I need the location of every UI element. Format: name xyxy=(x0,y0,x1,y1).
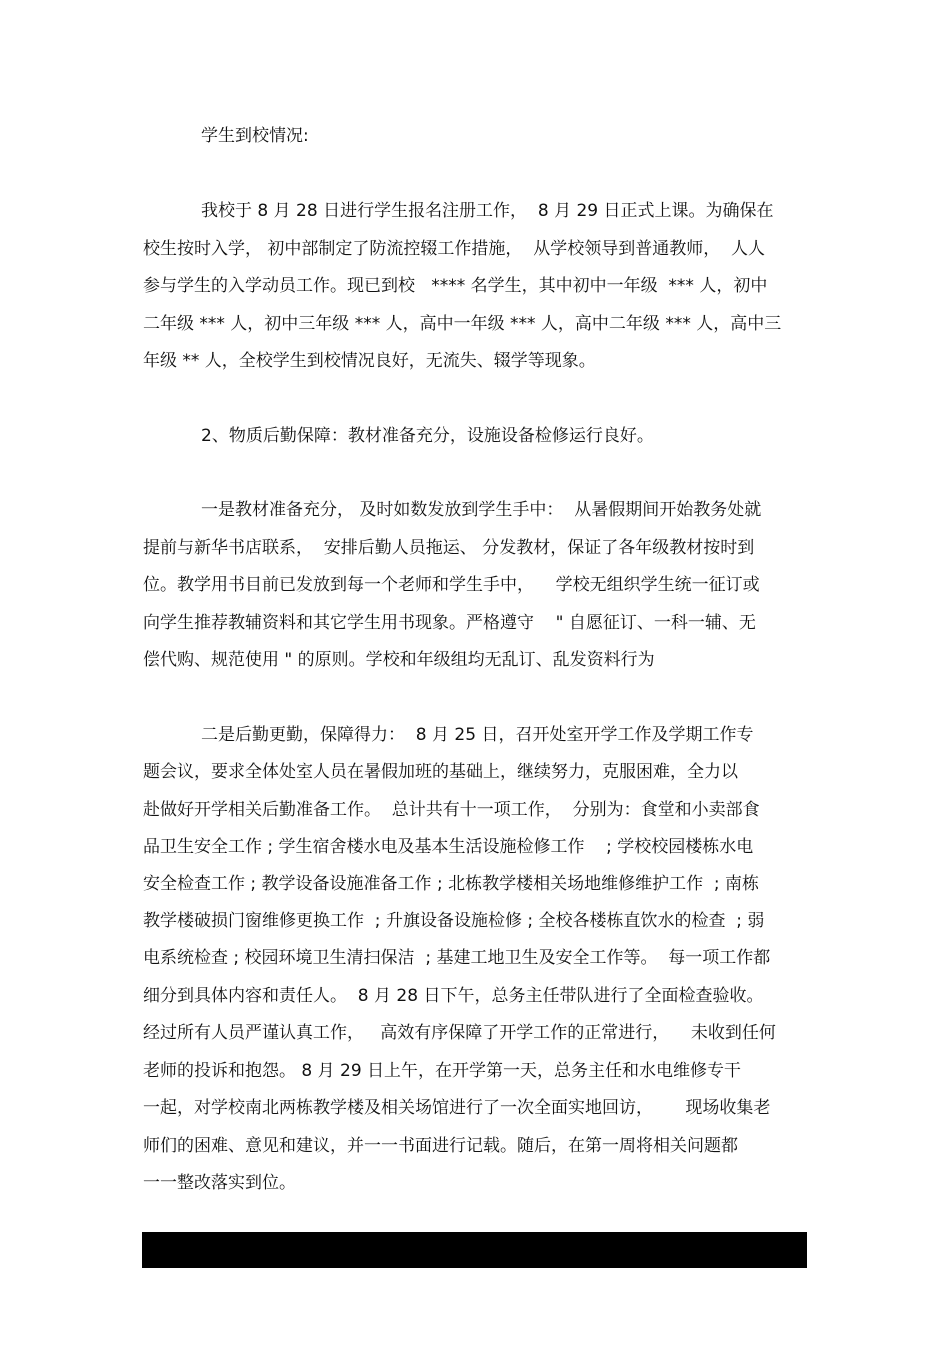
paragraph-line: 一是教材准备充分， 及时如数发放到学生手中： 从暑假期间开始教务处就 xyxy=(201,500,762,520)
paragraph-line: 电系统检查 ; 校园环境卫生清扫保洁 ; 基建工地卫生及安全工作等。 每一项工作都 xyxy=(143,948,771,968)
paragraph-line: 细分到具体内容和责任人。 8 月 28 日下午，总务主任带队进行了全面检查验收。 xyxy=(143,986,764,1006)
paragraph-line: 我校于 8 月 28 日进行学生报名注册工作， 8 月 29 日正式上课。为确保在 xyxy=(201,201,774,221)
paragraph-line: 二年级 *** 人，初中三年级 *** 人，高中一年级 *** 人，高中二年级 *** 人，高中三 xyxy=(143,314,782,334)
paragraph-line: 题会议，要求全体处室人员在暑假加班的基础上，继续努力，克服困难，全力以 xyxy=(143,762,738,782)
paragraph-line: 提前与新华书店联系， 安排后勤人员拖运、 分发教材，保证了各年级教材按时到 xyxy=(143,538,755,558)
section-heading-student-arrival: 学生到校情况: xyxy=(201,126,309,146)
paragraph-line: 校生按时入学， 初中部制定了防流控辍工作措施， 从学校领导到普通教师， 人人 xyxy=(143,239,766,259)
paragraph-line: 向学生推荐教辅资料和其它学生用书现象。严格遵守 " 自愿征订、一科一辅、无 xyxy=(143,613,756,633)
paragraph-line: 参与学生的入学动员工作。现已到校 **** 名学生，其中初中一年级 *** 人，初中 xyxy=(143,276,768,296)
paragraph-line: 老师的投诉和抱怨。 8 月 29 日上午，在开学第一天，总务主任和水电维修专干 xyxy=(143,1061,742,1081)
paragraph-line: 偿代购、规范使用 " 的原则。学校和年级组均无乱订、乱发资料行为 xyxy=(143,650,655,670)
paragraph-line: 一起，对学校南北两栋教学楼及相关场馆进行了一次全面实地回访， 现场收集老 xyxy=(143,1098,771,1118)
paragraph-line: 赴做好开学相关后勤准备工作。 总计共有十一项工作， 分别为：食堂和小卖部食 xyxy=(143,800,760,820)
paragraph-line: 经过所有人员严谨认真工作， 高效有序保障了开学工作的正常进行， 未收到任何 xyxy=(143,1023,776,1043)
paragraph-line: 一一整改落实到位。 xyxy=(143,1173,296,1193)
paragraph-line: 年级 ** 人，全校学生到校情况良好，无流失、辍学等现象。 xyxy=(143,351,596,371)
paragraph-line: 教学楼破损门窗维修更换工作 ; 升旗设备设施检修 ; 全校各楼栋直饮水的检查 ; 弱 xyxy=(143,911,765,931)
paragraph-line: 安全检查工作 ; 教学设备设施准备工作 ; 北栋教学楼相关场地维修维护工作 ; 南栋 xyxy=(143,874,760,894)
section-heading-material-support: 2、物质后勤保障：教材准备充分，设施设备检修运行良好。 xyxy=(201,426,654,446)
paragraph-line: 二是后勤更勤，保障得力： 8 月 25 日，召开处室开学工作及学期工作专 xyxy=(201,725,754,745)
paragraph-line: 品卫生安全工作 ; 学生宿舍楼水电及基本生活设施检修工作 ; 学校校园楼栋水电 xyxy=(143,837,754,857)
paragraph-line: 位。教学用书目前已发放到每一个老师和学生手中， 学校无组织学生统一征订或 xyxy=(143,575,760,595)
black-redaction-bar xyxy=(142,1232,807,1268)
paragraph-line: 师们的困难、意见和建议，并一一书面进行记载。随后，在第一周将相关问题都 xyxy=(143,1136,738,1156)
